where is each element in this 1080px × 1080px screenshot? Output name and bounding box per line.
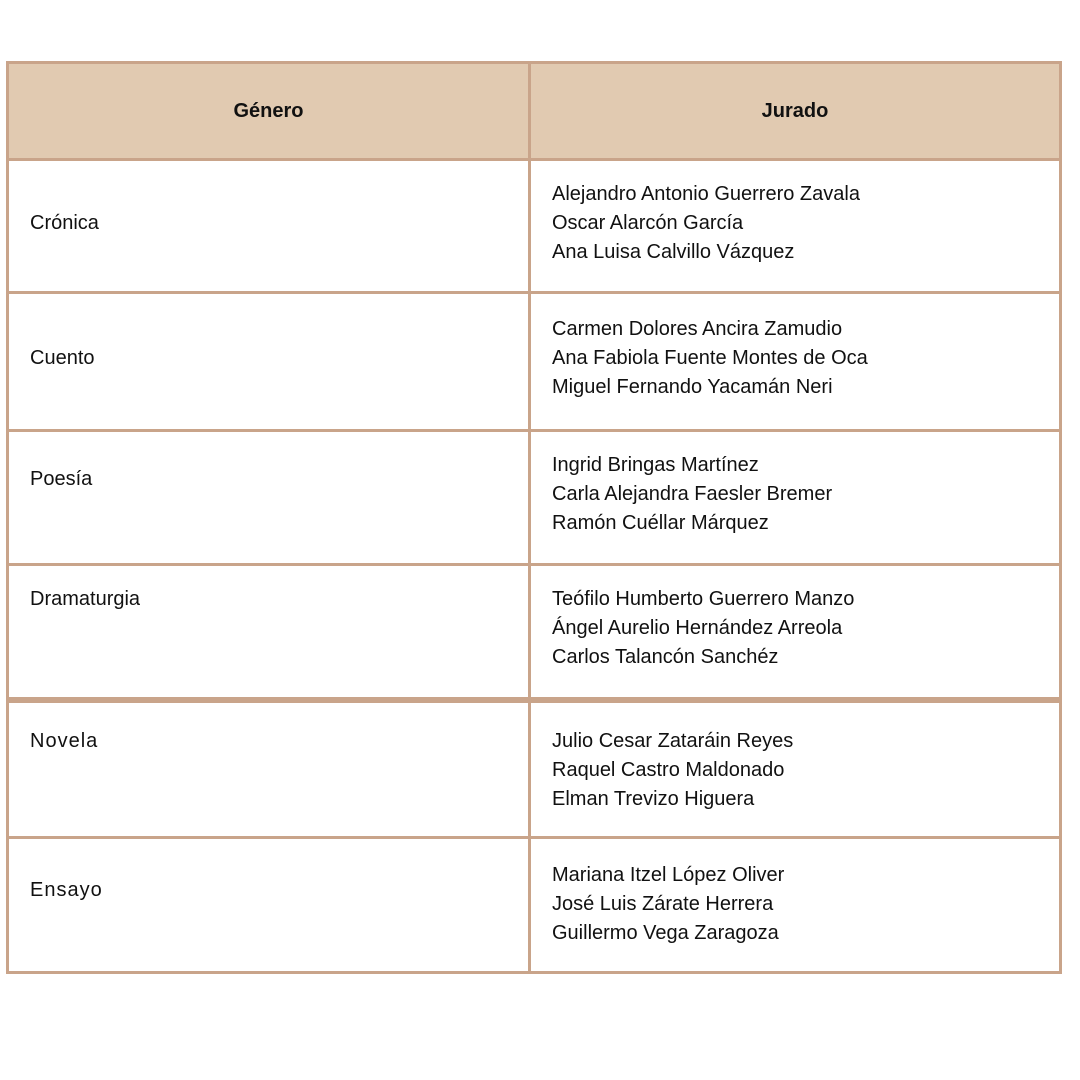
table-row [9, 563, 1059, 697]
jury-cell [531, 161, 1059, 291]
jury-cell [531, 432, 1059, 563]
jury-name: Ingrid Bringas Martínez [552, 454, 759, 476]
jury-name: Carla Alejandra Faesler Bremer [552, 483, 833, 505]
jury-name: Ramón Cuéllar Márquez [552, 512, 769, 534]
header-jury: Jurado [761, 99, 829, 122]
jury-name: Raquel Castro Maldonado [552, 759, 785, 781]
jury-name: Oscar Alarcón García [552, 212, 744, 234]
jury-cell [531, 839, 1059, 971]
genre-cell: Cuento [9, 294, 531, 429]
jury-name: Carlos Talancón Sanchéz [552, 646, 779, 668]
table-row [9, 291, 1059, 429]
jury-name: Mariana Itzel López Oliver [552, 864, 785, 886]
genre-cell: Novela [9, 703, 531, 836]
table-row [9, 836, 1059, 971]
table-row [9, 429, 1059, 563]
jury-name: Carmen Dolores Ancira Zamudio [552, 318, 843, 340]
jury-name: Alejandro Antonio Guerrero Zavala [552, 183, 860, 205]
table-header-row [9, 64, 1059, 158]
jury-name: José Luis Zárate Herrera [552, 893, 774, 915]
jury-name: Miguel Fernando Yacamán Neri [552, 376, 833, 398]
jury-name: Julio Cesar Zataráin Reyes [552, 730, 794, 752]
jury-name: Guillermo Vega Zaragoza [552, 922, 779, 944]
jury-name: Teófilo Humberto Guerrero Manzo [552, 588, 855, 610]
jury-name: Ana Luisa Calvillo Vázquez [552, 241, 795, 263]
genre-cell: Crónica [9, 161, 531, 291]
header-genre: Género [9, 64, 531, 158]
jury-cell [531, 566, 1059, 697]
jury-name: Ángel Aurelio Hernández Arreola [552, 617, 843, 639]
jury-name: Elman Trevizo Higuera [552, 788, 755, 810]
jury-cell [531, 703, 1059, 836]
table-row [9, 158, 1059, 291]
table-row [9, 697, 1059, 836]
jury-table [6, 61, 1062, 974]
jury-name: Ana Fabiola Fuente Montes de Oca [552, 347, 868, 369]
genre-cell: Poesía [9, 432, 531, 563]
genre-cell: Dramaturgia [9, 566, 531, 697]
jury-cell [531, 294, 1059, 429]
genre-cell: Ensayo [9, 839, 531, 971]
